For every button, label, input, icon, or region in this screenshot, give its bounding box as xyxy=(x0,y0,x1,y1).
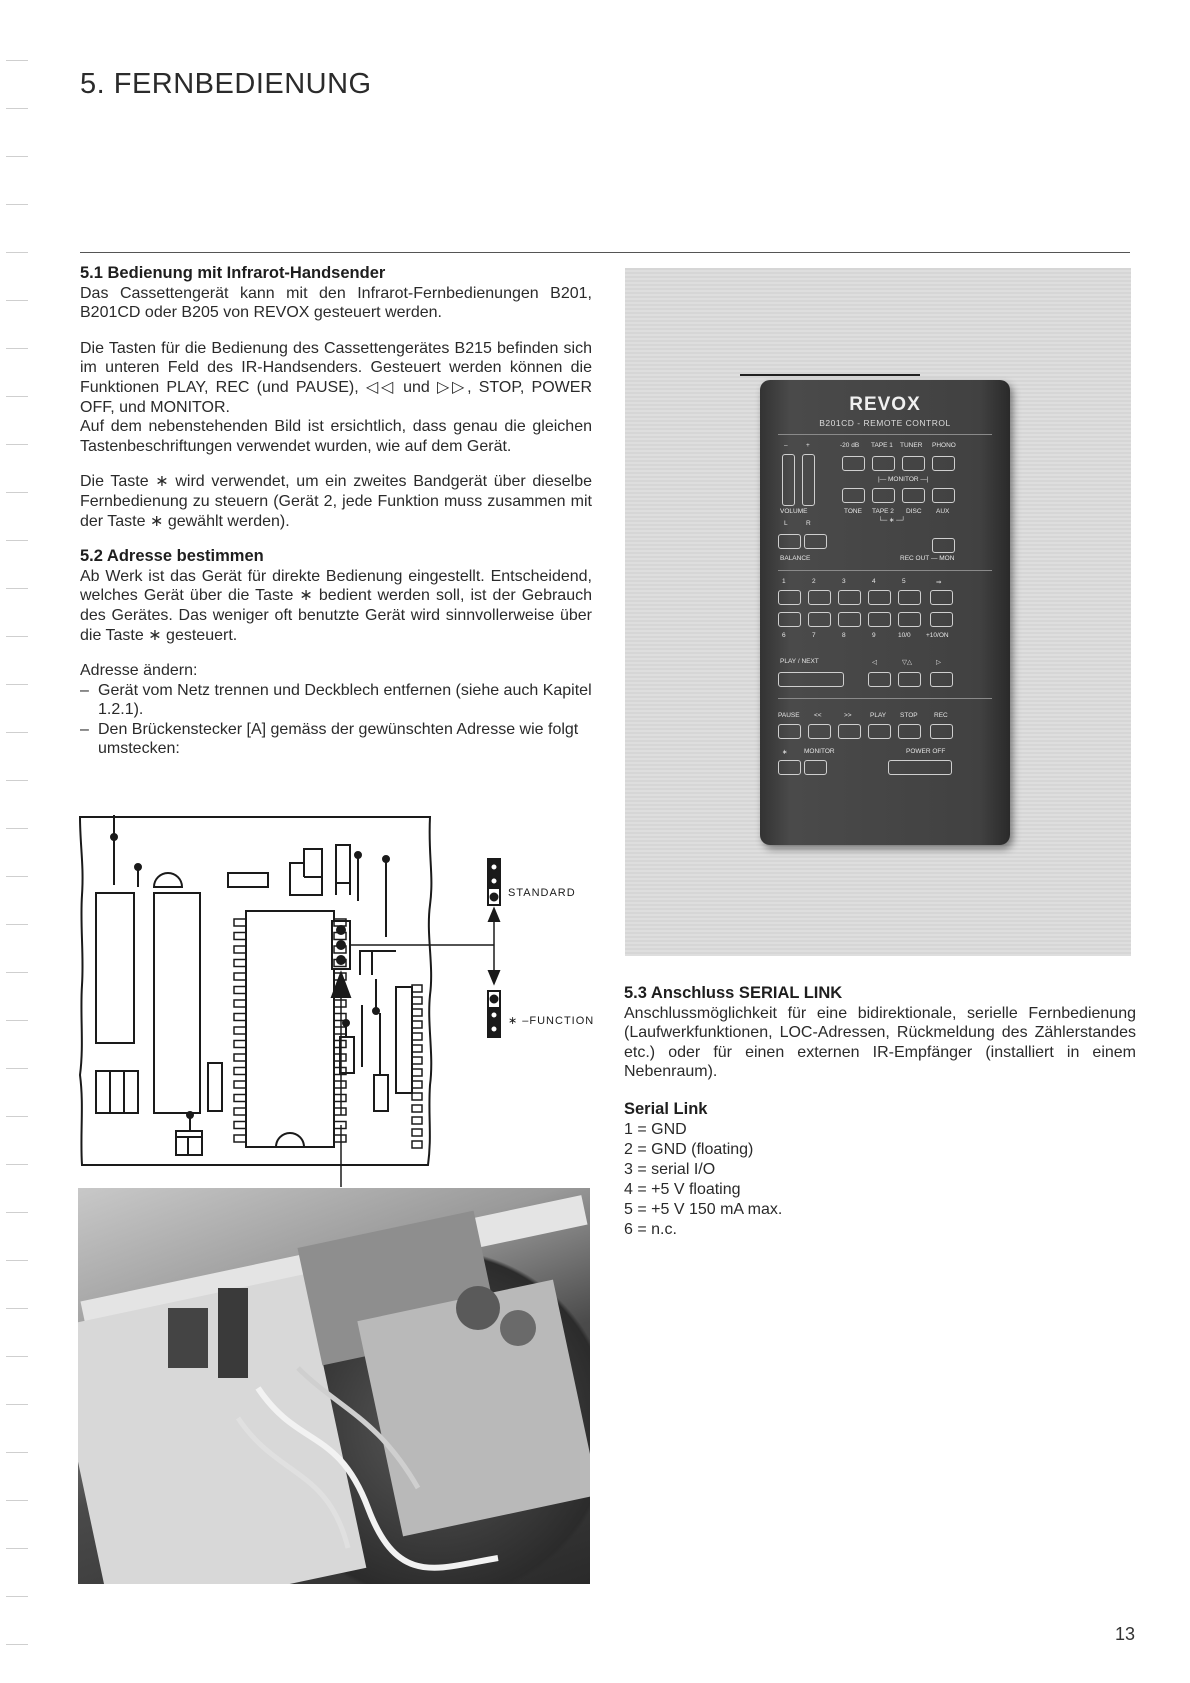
list-item: 6 = n.c. xyxy=(624,1220,677,1238)
remote-label: ⇒ xyxy=(936,579,942,586)
section-5-3-heading: 5.3 Anschluss SERIAL LINK xyxy=(624,984,843,1002)
list-item: 2 = GND (floating) xyxy=(624,1140,754,1158)
margin-tick-marks xyxy=(6,60,28,1660)
play-button xyxy=(868,724,891,739)
remote-button-tape1 xyxy=(872,456,895,471)
section-5-2-paragraph: Ab Werk ist das Gerät für direkte Bedienung eingestellt. Entscheidend, welches Gerät über die Taste ∗ bedient werden soll, ist der Gebrauch des Gerätes. Das weniger oft benutzte Gerät wird sinnvollerweise über die Taste ∗ gesteuert. xyxy=(80,567,592,644)
section-5-1-paragraph-1: Das Cassettengerät kann mit den Infrarot-Fernbedienungen B201, B201CD oder B205 von REVOX gesteuert werden. xyxy=(80,284,592,322)
margin-tick xyxy=(6,1260,28,1261)
margin-tick xyxy=(6,1212,28,1213)
margin-tick xyxy=(6,300,28,301)
margin-tick xyxy=(6,1068,28,1069)
list-item: 4 = +5 V floating xyxy=(624,1180,741,1198)
section-5-1-paragraph-3: Auf dem nebenstehenden Bild ist ersichtlich, dass genau die gleichen Tastenbeschriftungen verwendet wurden, wie auf dem Gerät. xyxy=(80,418,592,455)
rewind-button xyxy=(808,724,831,739)
pause-button xyxy=(778,724,801,739)
left-column xyxy=(80,264,592,759)
list-item: – Gerät vom Netz trennen und Deckblech entfernen (siehe auch Kapitel 1.2.1). xyxy=(80,681,592,720)
remote-button-updown xyxy=(898,672,921,687)
margin-tick xyxy=(6,1308,28,1309)
remote-label: BALANCE xyxy=(780,555,811,562)
margin-tick xyxy=(6,876,28,877)
margin-tick xyxy=(6,1500,28,1501)
remote-button-10 xyxy=(898,612,921,627)
remote-label: POWER OFF xyxy=(906,748,946,755)
remote-button-6 xyxy=(778,612,801,627)
remote-label: PAUSE xyxy=(778,712,800,719)
jumper-schematic xyxy=(78,815,608,1187)
page-number: 13 xyxy=(1115,1624,1136,1644)
remote-button-20db xyxy=(842,456,865,471)
remote-button-arrow xyxy=(930,590,953,605)
margin-tick xyxy=(6,636,28,637)
remote-control xyxy=(760,380,1010,845)
remote-button-aux xyxy=(932,488,955,503)
remote-label: +10/ON xyxy=(926,632,949,639)
serial-link-heading: Serial Link xyxy=(624,1099,708,1118)
remote-label: << xyxy=(814,712,822,719)
remote-button-plus10 xyxy=(930,612,953,627)
margin-tick xyxy=(6,1164,28,1165)
remote-button-7 xyxy=(808,612,831,627)
remote-button-1 xyxy=(778,590,801,605)
remote-label: -20 dB xyxy=(840,442,860,449)
volume-plus-button xyxy=(802,454,815,506)
margin-tick xyxy=(6,1020,28,1021)
remote-button-2 xyxy=(808,590,831,605)
remote-brand-logo: REVOX xyxy=(849,394,921,415)
remote-label: ◁ xyxy=(872,659,877,666)
address-change-intro: Adresse ändern: xyxy=(80,662,198,680)
internal-device-photo xyxy=(78,1188,590,1584)
margin-tick xyxy=(6,1404,28,1405)
remote-label: ▽△ xyxy=(902,659,912,666)
remote-button-8 xyxy=(838,612,861,627)
fast-forward-button xyxy=(838,724,861,739)
remote-label: TONE xyxy=(844,508,862,515)
remote-button-left xyxy=(868,672,891,687)
margin-tick xyxy=(6,972,28,973)
margin-tick xyxy=(6,780,28,781)
remote-label: 3 xyxy=(842,578,846,585)
remote-label: 4 xyxy=(872,578,876,585)
remote-label: TAPE 2 xyxy=(872,508,894,515)
remote-button-tuner xyxy=(902,456,925,471)
remote-button-9 xyxy=(868,612,891,627)
remote-label: 5 xyxy=(902,578,906,585)
remote-label: PLAY xyxy=(870,712,887,719)
monitor-button xyxy=(804,760,827,775)
remote-label: PLAY / NEXT xyxy=(780,658,819,665)
margin-tick xyxy=(6,732,28,733)
margin-tick xyxy=(6,1548,28,1549)
section-5-1-heading: 5.1 Bedienung mit Infrarot-Handsender xyxy=(80,264,386,282)
remote-label: REC xyxy=(934,712,948,719)
margin-tick xyxy=(6,108,28,109)
remote-button-tone xyxy=(842,488,865,503)
balance-left-button xyxy=(778,534,801,549)
remote-label: L xyxy=(784,520,788,527)
section-5-3-paragraph: Anschlussmöglichkeit für eine bidirektionale, serielle Fernbedienung (Laufwerkfunktionen, LOC-Adressen, Rückmeldung des Zählerstandes etc.) oder für einen externen IR-Empfänger (installiert in einem Nebenraum). xyxy=(624,1004,1136,1081)
remote-button-3 xyxy=(838,590,861,605)
remote-label: 9 xyxy=(872,632,876,639)
address-change-steps xyxy=(80,681,592,759)
margin-tick xyxy=(6,204,28,205)
remote-label: |— MONITOR —| xyxy=(878,476,929,483)
margin-tick xyxy=(6,588,28,589)
chapter-title: 5. FERNBEDIENUNG xyxy=(80,68,372,100)
margin-tick xyxy=(6,828,28,829)
section-5-2-heading: 5.2 Adresse bestimmen xyxy=(80,547,264,566)
jumper-label-function: ∗ –FUNCTION xyxy=(508,1015,595,1027)
remote-label: TUNER xyxy=(900,442,923,449)
remote-label: PHONO xyxy=(932,442,956,449)
list-item: 5 = +5 V 150 mA max. xyxy=(624,1200,783,1218)
power-off-button xyxy=(888,760,952,775)
remote-label: STOP xyxy=(900,712,918,719)
right-column xyxy=(624,984,1136,1240)
remote-label: + xyxy=(806,442,810,449)
list-item: 1 = GND xyxy=(624,1120,687,1138)
remote-button-5 xyxy=(898,590,921,605)
section-5-1-paragraph-4: Die Taste ∗ wird verwendet, um ein zweites Bandgerät über dieselbe Fernbedienung zu steuern (Gerät 2, jede Funktion muss zusammen mit der Taste ∗ gewählt werden). xyxy=(80,473,592,530)
margin-tick xyxy=(6,924,28,925)
margin-tick xyxy=(6,492,28,493)
margin-tick xyxy=(6,1452,28,1453)
margin-tick xyxy=(6,444,28,445)
remote-button-disc xyxy=(902,488,925,503)
remote-label: R xyxy=(806,520,811,527)
remote-label: ▷ xyxy=(936,659,941,666)
remote-button-phono xyxy=(932,456,955,471)
rec-out-mon-button xyxy=(932,538,955,553)
remote-label: – xyxy=(784,442,788,449)
play-next-button xyxy=(778,672,844,687)
remote-label: DISC xyxy=(906,508,922,515)
remote-model-label: B201CD - REMOTE CONTROL xyxy=(819,418,951,428)
margin-tick xyxy=(6,540,28,541)
list-item: – Den Brückenstecker [A] gemäss der gewünschten Adresse wie folgt umstecken: xyxy=(80,720,592,759)
margin-tick xyxy=(6,684,28,685)
remote-button-tape2 xyxy=(872,488,895,503)
remote-label: 10/0 xyxy=(898,632,911,639)
remote-label: 2 xyxy=(812,578,816,585)
list-item: 3 = serial I/O xyxy=(624,1160,716,1178)
margin-tick xyxy=(6,1356,28,1357)
balance-right-button xyxy=(804,534,827,549)
remote-label: >> xyxy=(844,712,852,719)
remote-label: MONITOR xyxy=(804,748,835,755)
star-button xyxy=(778,760,801,775)
remote-label: 7 xyxy=(812,632,816,639)
margin-tick xyxy=(6,252,28,253)
jumper-label-standard: STANDARD xyxy=(508,887,576,899)
remote-label: └─ ∗ ─┘ xyxy=(878,517,906,524)
margin-tick xyxy=(6,156,28,157)
remote-button-4 xyxy=(868,590,891,605)
margin-tick xyxy=(6,1644,28,1645)
margin-tick xyxy=(6,60,28,61)
stop-button xyxy=(898,724,921,739)
remote-button-right xyxy=(930,672,953,687)
margin-tick xyxy=(6,1596,28,1597)
remote-label: AUX xyxy=(936,508,950,515)
margin-tick xyxy=(6,1116,28,1117)
remote-label: TAPE 1 xyxy=(871,442,893,449)
serial-link-pin-list xyxy=(624,1120,1136,1240)
remote-label: 6 xyxy=(782,632,786,639)
remote-label: 8 xyxy=(842,632,846,639)
remote-label: 1 xyxy=(782,578,786,585)
header-rule xyxy=(80,252,1130,253)
remote-label: REC OUT — MON xyxy=(900,555,955,562)
section-5-1-paragraph-2: Die Tasten für die Bedienung des Cassettengerätes B215 befinden sich im unteren Feld des IR-Handsenders. Gesteuert werden können die Funktionen PLAY, REC (und PAUSE), ◁◁ und ▷▷, STOP, POWER OFF, und MONITOR. xyxy=(80,339,592,416)
margin-tick xyxy=(6,396,28,397)
margin-tick xyxy=(6,348,28,349)
volume-minus-button xyxy=(782,454,795,506)
rec-button xyxy=(930,724,953,739)
remote-label: VOLUME xyxy=(780,508,808,515)
remote-label: ∗ xyxy=(782,749,788,756)
